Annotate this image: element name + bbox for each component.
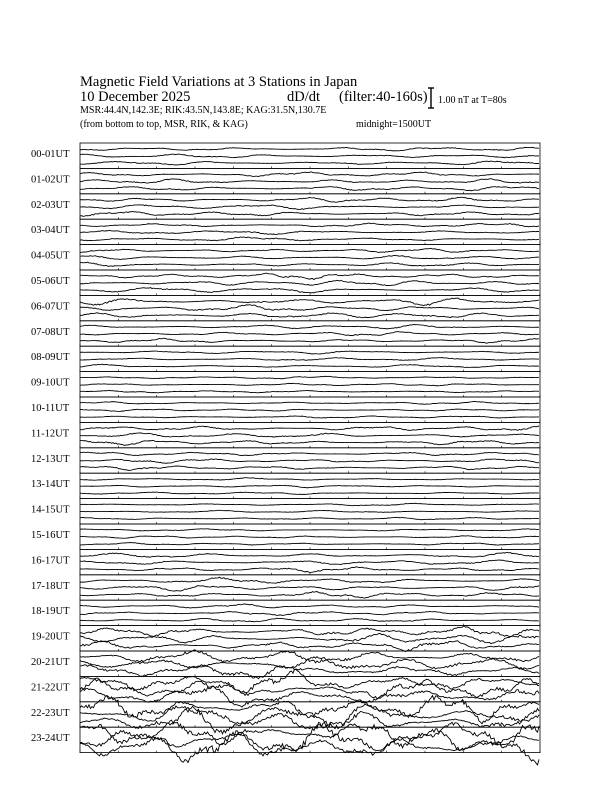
hour-label: 22-23UT	[31, 707, 70, 719]
row-frame	[80, 473, 540, 498]
hour-label: 21-22UT	[31, 682, 70, 694]
trace-MSR	[80, 567, 539, 573]
trace-MSR	[80, 338, 539, 343]
trace-RIK	[80, 179, 539, 183]
row-frame	[80, 575, 540, 600]
trace-RIK	[80, 280, 539, 285]
trace-KAG	[80, 478, 539, 481]
hour-label: 07-08UT	[31, 326, 70, 338]
hour-row-12-13UT	[31, 448, 540, 473]
trace-MSR	[80, 706, 539, 734]
trace-MSR	[80, 211, 539, 216]
trace-KAG	[80, 604, 539, 608]
trace-KAG	[80, 695, 539, 723]
trace-RIK	[80, 611, 539, 615]
trace-MSR	[80, 440, 539, 445]
hour-row-00-01UT	[31, 143, 540, 168]
trace-RIK	[80, 536, 539, 539]
trace-RIK	[80, 657, 539, 670]
trace-RIK	[80, 154, 539, 158]
trace-MSR	[80, 592, 539, 599]
hour-label: 02-03UT	[31, 199, 70, 211]
hour-label: 19-20UT	[31, 631, 70, 643]
trace-RIK	[80, 722, 539, 751]
hour-label: 03-04UT	[31, 225, 70, 237]
trace-MSR	[80, 466, 539, 470]
hour-row-22-23UT	[31, 695, 540, 733]
hour-row-02-03UT	[31, 194, 540, 219]
trace-MSR	[80, 237, 539, 241]
trace-RIK	[80, 510, 539, 512]
hour-rows	[31, 143, 540, 765]
trace-KAG	[80, 298, 539, 306]
trace-MSR	[80, 517, 539, 519]
trace-MSR	[80, 364, 539, 367]
trace-KAG	[80, 452, 539, 455]
trace-KAG	[80, 577, 539, 583]
quantity-label: dD/dt	[287, 89, 321, 105]
hour-label: 15-16UT	[31, 530, 70, 541]
trace-MSR	[80, 686, 539, 707]
hour-label: 23-24UT	[31, 733, 70, 745]
hour-label: 06-07UT	[31, 301, 70, 313]
hour-row-01-02UT	[31, 168, 540, 193]
hour-row-05-06UT	[31, 270, 540, 295]
trace-KAG	[80, 552, 539, 557]
hour-row-07-08UT	[31, 321, 540, 346]
hour-label: 12-13UT	[31, 453, 70, 465]
trace-KAG	[80, 376, 539, 378]
trace-RIK	[80, 560, 539, 565]
trace-RIK	[80, 485, 539, 487]
midnight-line: midnight=1500UT	[356, 119, 432, 130]
trace-KAG	[80, 529, 539, 531]
filter-label: (filter:40-160s)	[339, 89, 428, 105]
trace-RIK	[80, 586, 539, 591]
hour-label: 14-15UT	[31, 504, 70, 516]
scale-bar	[428, 88, 507, 108]
hour-row-13-14UT	[31, 473, 540, 498]
trace-KAG	[80, 273, 539, 279]
hour-label: 18-19UT	[31, 606, 70, 618]
chart-date: 10 December 2025	[80, 89, 191, 105]
hour-row-20-21UT	[31, 650, 540, 679]
trace-RIK	[80, 409, 539, 411]
hour-label: 00-01UT	[31, 149, 70, 160]
trace-MSR	[80, 288, 539, 293]
trace-KAG	[80, 223, 539, 227]
scale-label: 1.00 nT at T=80s	[438, 95, 507, 106]
trace-KAG	[80, 426, 539, 430]
hour-row-18-19UT	[31, 600, 540, 625]
trace-MSR	[80, 262, 539, 266]
trace-KAG	[80, 503, 539, 505]
trace-MSR	[80, 187, 539, 191]
hour-label: 09-10UT	[31, 377, 70, 389]
trace-KAG	[80, 197, 539, 202]
trace-RIK	[80, 255, 539, 259]
trace-MSR	[80, 390, 539, 392]
trace-RIK	[80, 230, 539, 234]
trace-KAG	[80, 669, 539, 692]
hour-row-06-07UT	[31, 295, 540, 320]
hour-label: 13-14UT	[31, 479, 70, 491]
hour-row-09-10UT	[31, 372, 540, 397]
trace-RIK	[80, 332, 539, 336]
hour-row-03-04UT	[31, 219, 540, 244]
trace-MSR	[80, 492, 539, 495]
trace-KAG	[80, 351, 539, 354]
trace-RIK	[80, 305, 539, 311]
trace-MSR	[80, 416, 539, 418]
hour-label: 20-21UT	[31, 657, 70, 668]
trace-KAG	[80, 650, 539, 663]
trace-RIK	[80, 459, 539, 463]
order-line: (from bottom to top, MSR, RIK, & KAG)	[80, 119, 248, 130]
trace-KAG	[80, 325, 539, 329]
trace-MSR	[80, 618, 539, 622]
trace-KAG	[80, 172, 539, 177]
chart-title: Magnetic Field Variations at 3 Stations in Japan	[80, 74, 358, 90]
hour-label: 16-17UT	[31, 555, 70, 567]
trace-MSR	[80, 161, 539, 165]
trace-MSR	[80, 542, 539, 545]
trace-KAG	[80, 147, 539, 150]
hour-row-04-05UT	[31, 245, 540, 270]
hour-label: 17-18UT	[31, 580, 70, 592]
trace-RIK	[80, 358, 539, 361]
hour-label: 10-11UT	[31, 403, 70, 414]
hour-row-11-12UT	[31, 422, 540, 447]
row-frame	[80, 270, 540, 295]
stations-line: MSR:44.4N,142.3E; RIK:43.5N,143.8E; KAG:31.5N,130.7E	[80, 105, 327, 116]
hour-row-17-18UT	[31, 575, 540, 600]
trace-KAG	[80, 248, 539, 252]
hour-row-10-11UT	[31, 397, 540, 422]
hour-row-19-20UT	[31, 626, 540, 652]
hour-row-08-09UT	[31, 346, 540, 371]
hour-label: 11-12UT	[31, 428, 70, 440]
trace-KAG	[80, 401, 539, 404]
row-frame	[80, 727, 540, 752]
row-frame	[80, 549, 540, 574]
trace-RIK	[80, 205, 539, 210]
trace-MSR	[80, 313, 539, 318]
trace-RIK	[80, 433, 539, 437]
hour-row-16-17UT	[31, 549, 540, 574]
hour-label: 01-02UT	[31, 174, 70, 186]
hour-row-23-24UT	[31, 722, 540, 765]
hour-label: 08-09UT	[31, 352, 70, 364]
hour-label: 05-06UT	[31, 276, 70, 287]
trace-RIK	[80, 383, 539, 385]
hour-row-15-16UT	[31, 524, 540, 549]
trace-MSR	[80, 641, 539, 652]
trace-KAG	[80, 626, 539, 637]
hour-row-14-15UT	[31, 499, 540, 524]
hour-label: 04-05UT	[31, 250, 70, 262]
